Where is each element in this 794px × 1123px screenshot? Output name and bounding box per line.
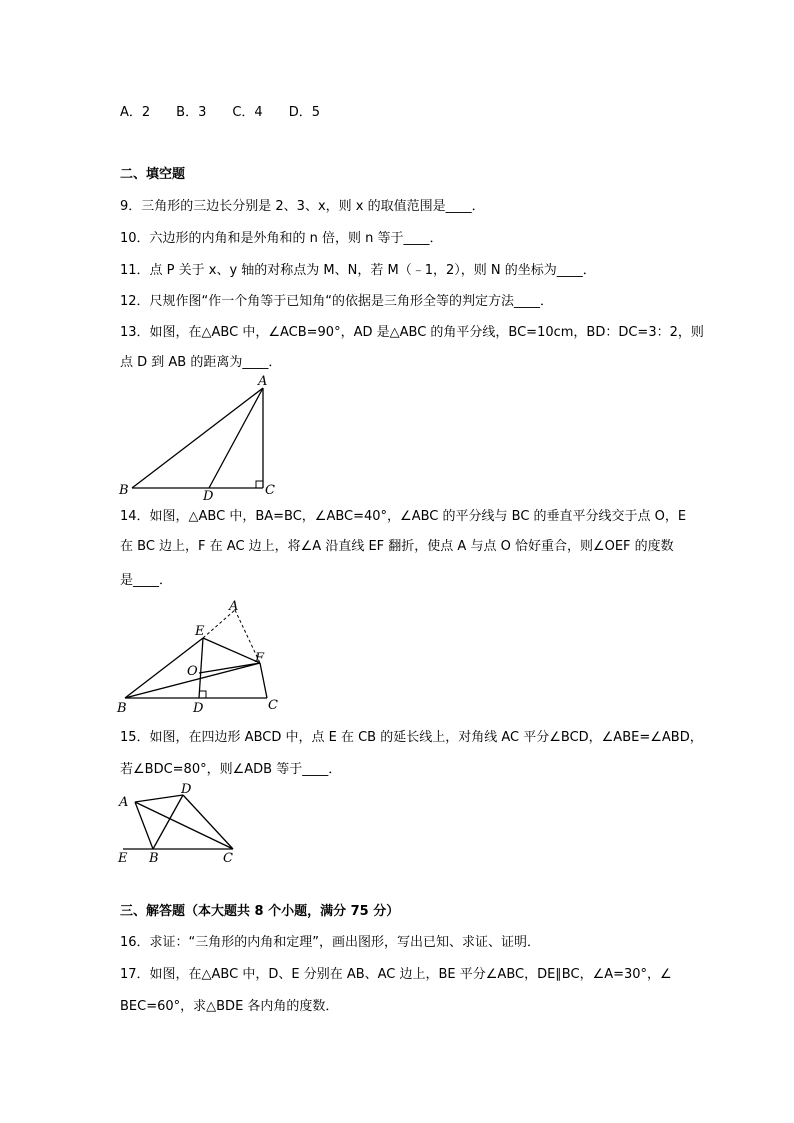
segment-ed [199, 638, 203, 698]
segment-dc [183, 795, 233, 849]
segment-ad [135, 795, 183, 802]
figure-q14-fold [115, 598, 300, 720]
label-b: B [119, 483, 129, 498]
question-11: 11．点 P 关于 x、y 轴的对称点为 M、N，若 M（﹣1，2），则 N 的坐标为____． [120, 263, 596, 278]
segment-ad [209, 388, 263, 488]
section-title-solve: 三、解答题（本大题共 8 个小题，满分 75 分） [120, 904, 400, 919]
label-d: D [181, 782, 192, 797]
segment-ef [203, 638, 260, 663]
label-f: F [255, 651, 265, 666]
right-angle-mark [199, 691, 206, 698]
label-c: C [265, 483, 275, 498]
label-b: B [149, 851, 159, 865]
question-13-line-2: 点 D 到 AB 的距离为____． [120, 355, 282, 370]
right-angle-mark [256, 481, 263, 488]
figure-q13-triangle [115, 372, 285, 502]
question-10: 10．六边形的内角和是外角和的 n 倍，则 n 等于____． [120, 231, 443, 246]
question-14-line-3: 是____． [120, 573, 173, 588]
label-a: A [258, 374, 268, 389]
question-14-line-1: 14．如图，△ABC 中，BA=BC，∠ABC=40°，∠ABC 的平分线与 BC 的垂直平分线交于点 O，E [120, 509, 687, 524]
label-d: D [193, 701, 204, 716]
figure-q15-quadrilateral [115, 780, 250, 865]
label-c: C [223, 851, 233, 865]
label-b: B [117, 701, 127, 716]
label-a: A [229, 599, 239, 614]
label-e: E [195, 624, 205, 639]
label-e: E [118, 851, 128, 865]
segment-fc [260, 663, 267, 698]
question-14-line-2: 在 BC 边上，F 在 AC 边上，将∠A 沿直线 EF 翻折，使点 A 与点 O 恰好重合，则∠OEF 的度数 [120, 539, 674, 554]
dashed-ea [203, 610, 235, 638]
question-17-line-2: BEC=60°，求△BDE 各内角的度数． [120, 999, 339, 1014]
question-9: 9．三角形的三边长分别是 2、3、x，则 x 的取值范围是____． [120, 199, 485, 214]
label-o: O [187, 664, 198, 679]
question-13-line-1: 13．如图，在△ABC 中，∠ACB=90°，AD 是△ABC 的角平分线，BC=10cm，BD：DC=3：2，则 [120, 325, 704, 340]
label-c: C [268, 698, 278, 713]
segment-ab [132, 388, 263, 488]
question-17-line-1: 17．如图，在△ABC 中，D、E 分别在 AB、AC 边上，BE 平分∠ABC，DE∥BC，∠A=30°，∠ [120, 967, 672, 982]
question-12: 12．尺规作图“作一个角等于已知角“的依据是三角形全等的判定方法____． [120, 294, 554, 309]
section-title-fill-in: 二、填空题 [120, 167, 186, 182]
label-a: A [119, 795, 129, 810]
label-d: D [203, 489, 214, 502]
question-15-line-1: 15．如图，在四边形 ABCD 中，点 E 在 CB 的延长线上，对角线 AC 平分∠BCD，∠ABE=∠ABD， [120, 730, 703, 745]
segment-bd [153, 795, 183, 849]
answer-options: A．2 B．3 C．4 D．5 [120, 105, 320, 120]
question-16: 16．求证：“三角形的内角和定理”，画出图形，写出已知、求证、证明． [120, 935, 541, 950]
question-15-line-2: 若∠BDC=80°，则∠ADB 等于____． [120, 762, 342, 777]
